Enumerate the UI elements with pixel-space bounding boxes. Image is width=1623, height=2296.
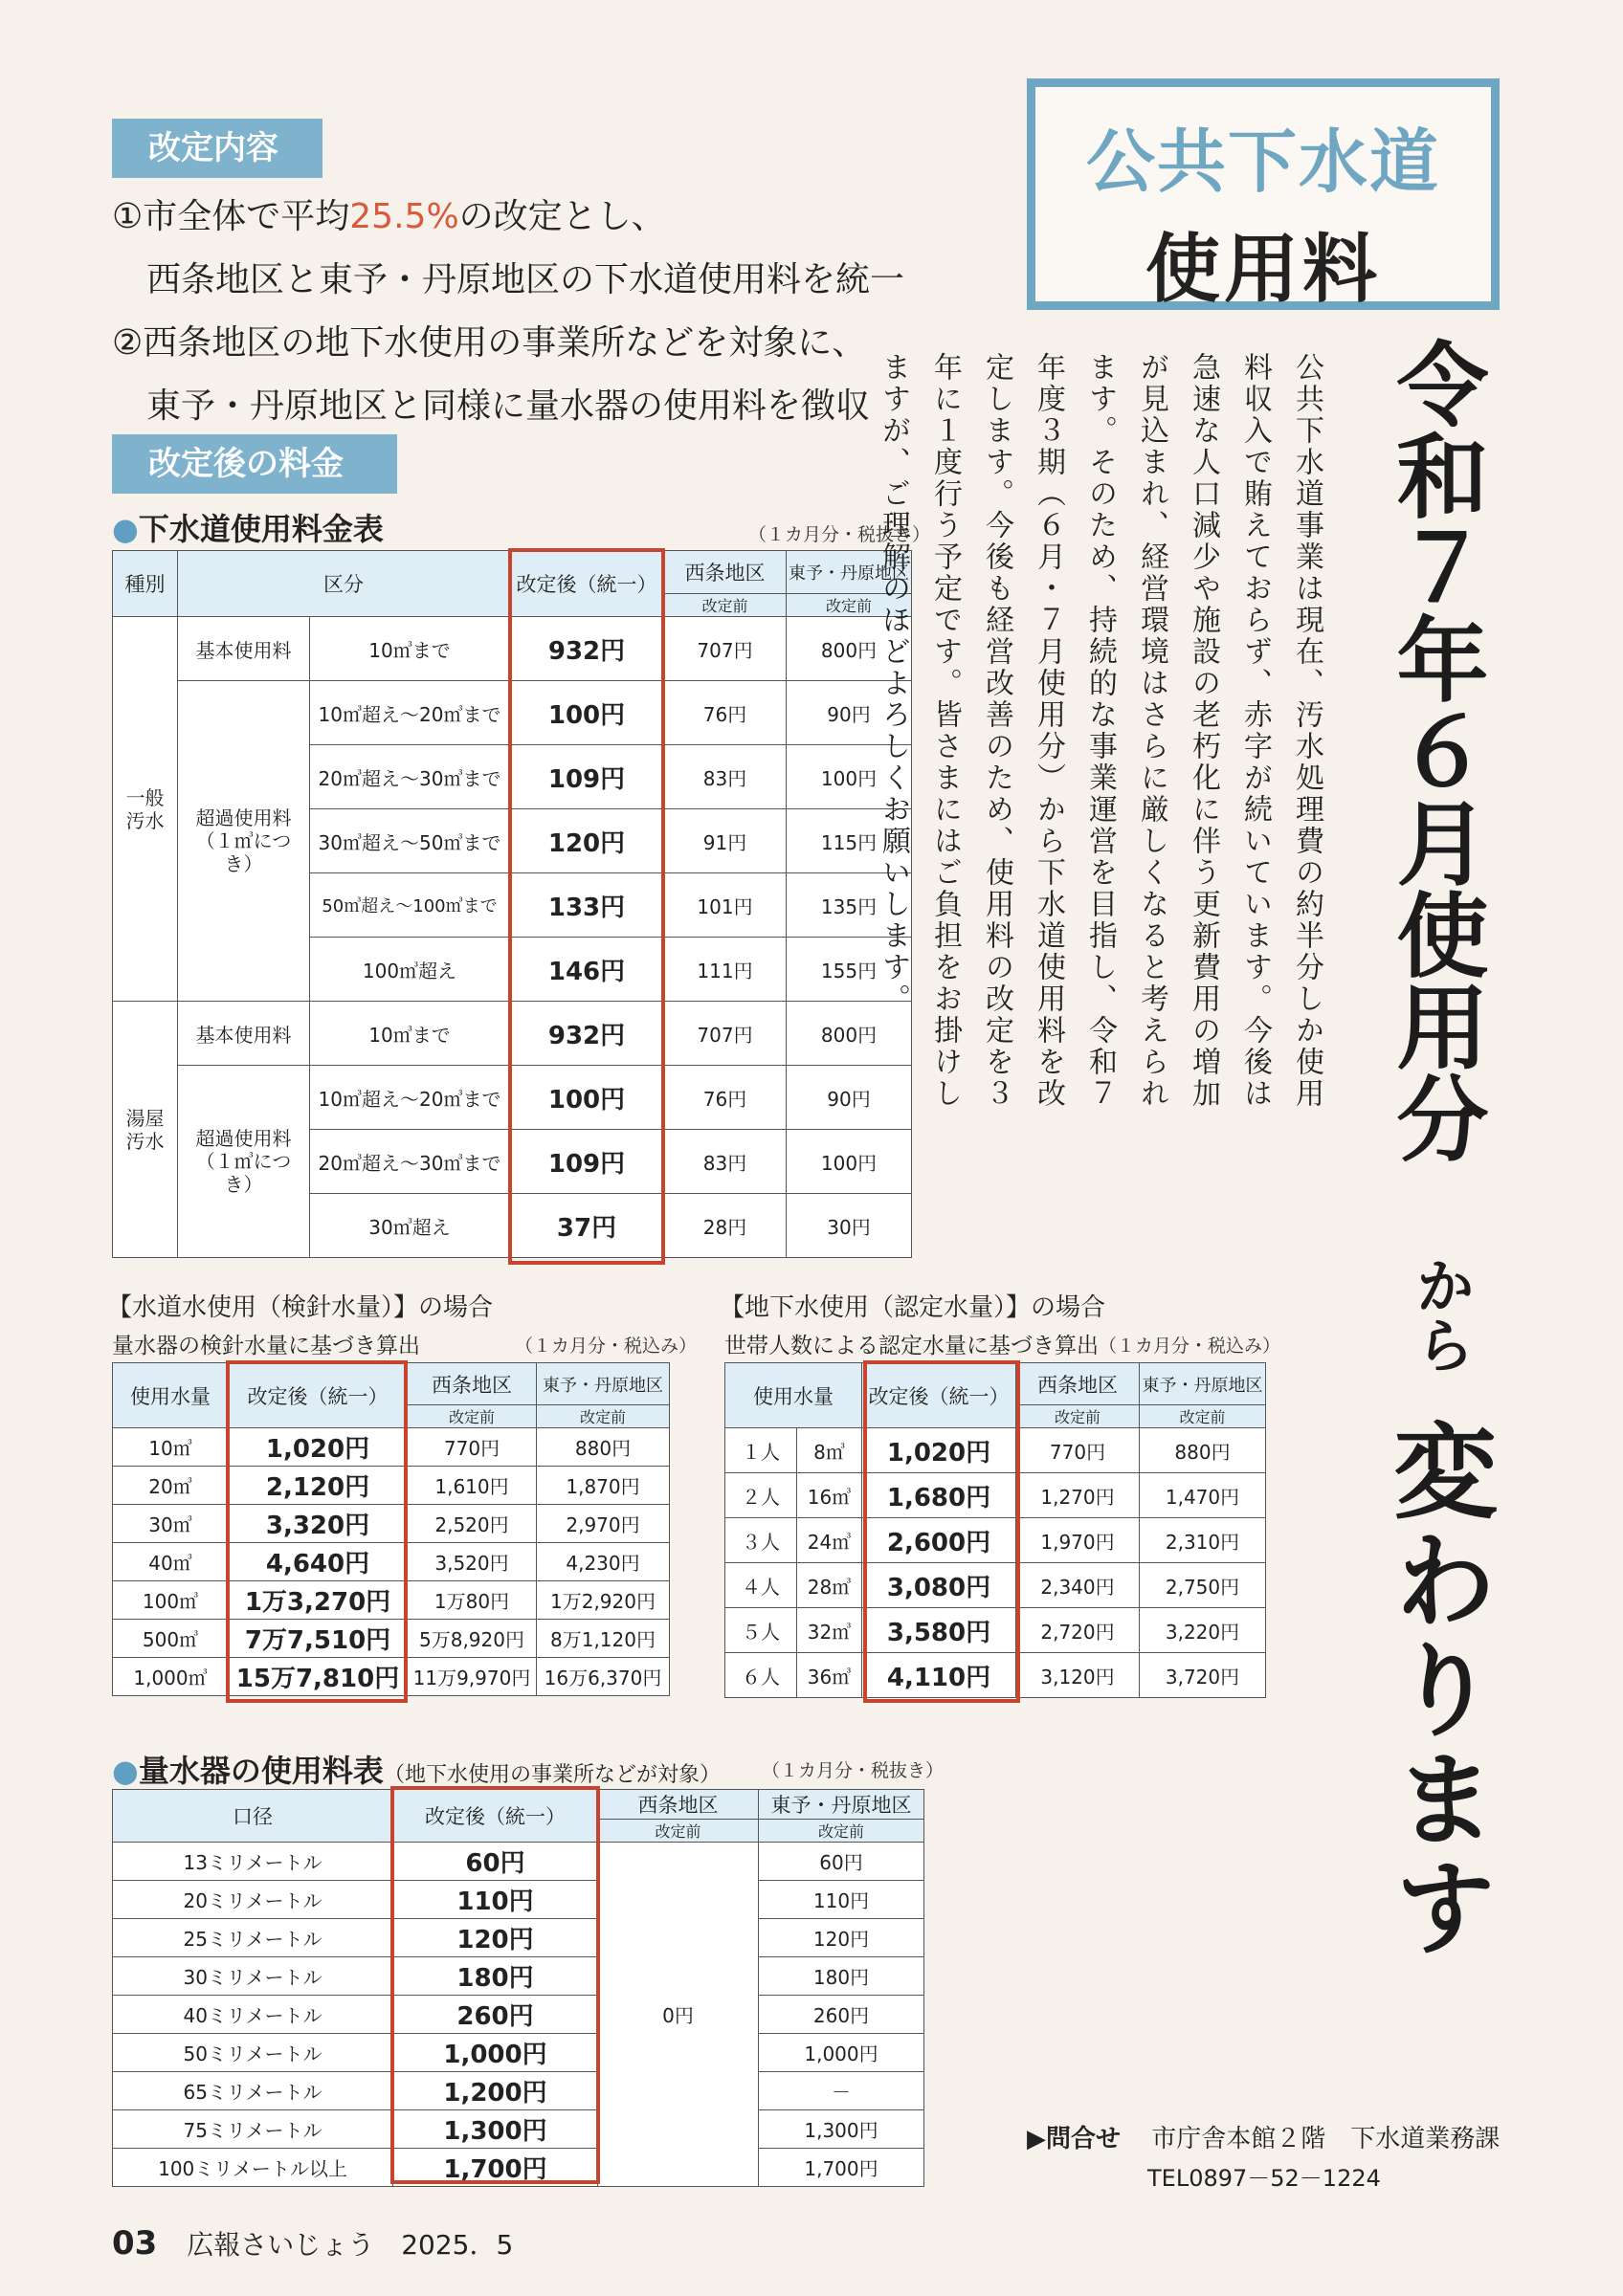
header-size: 口径	[113, 1790, 393, 1843]
saijo-fee-cell: 770円	[408, 1428, 537, 1467]
range-cell: 20㎥超え～30㎥まで	[310, 745, 510, 809]
ground-table-caption: 世帯人数による認定水量に基づき算出	[724, 1334, 1099, 1358]
toyo-fee-cell: 155円	[787, 938, 912, 1002]
size-cell: 40ミリメートル	[113, 1996, 393, 2034]
header-saijo: 西条地区	[1016, 1363, 1140, 1405]
saijo-fee-cell: 707円	[664, 617, 787, 681]
toyo-fee-cell: 30円	[787, 1194, 912, 1258]
saijo-fee-cell: 2,720円	[1016, 1608, 1140, 1653]
new-fee-cell: 932円	[510, 1002, 664, 1066]
group-general: 一般汚水	[113, 617, 178, 1002]
toyo-fee-cell: 1,000円	[759, 2034, 924, 2072]
size-cell: 30ミリメートル	[113, 1957, 393, 1996]
saijo-fee-cell: 3,120円	[1016, 1653, 1140, 1698]
bullet-dot-icon: ●	[112, 511, 139, 547]
new-fee-cell: 1,300円	[393, 2110, 598, 2149]
header-before: 改定前	[598, 1820, 759, 1843]
size-cell: 100ミリメートル以上	[113, 2149, 393, 2187]
volume-cell: 16㎥	[797, 1473, 862, 1518]
new-fee-cell: 180円	[393, 1957, 598, 1996]
toyo-fee-cell: 16万6,370円	[537, 1658, 670, 1696]
saijo-fee-cell: 1,610円	[408, 1467, 537, 1505]
header-new: 改定後（統一）	[229, 1363, 408, 1428]
header-usage: 使用水量	[113, 1363, 229, 1428]
header-new: 改定後（統一）	[510, 551, 664, 617]
size-cell: 20ミリメートル	[113, 1881, 393, 1919]
saijo-fee-cell: 101円	[664, 873, 787, 938]
header-before: 改定前	[537, 1405, 670, 1428]
new-fee-cell: 1,700円	[393, 2149, 598, 2187]
toyo-fee-cell: －	[759, 2072, 924, 2110]
range-cell: 100㎥超え	[310, 938, 510, 1002]
bullet-dot-icon: ●	[112, 1753, 139, 1789]
header-usage: 使用水量	[725, 1363, 862, 1428]
notice-item2-line1: ②西条地区の地下水使用の事業所などを対象に、	[112, 323, 867, 363]
new-fee-cell: 3,320円	[229, 1505, 408, 1543]
toyo-fee-cell: 880円	[537, 1428, 670, 1467]
range-cell: 30㎥超え～50㎥まで	[310, 809, 510, 873]
big-heading-end: 変わります	[1376, 1418, 1496, 1963]
volume-cell: 8㎥	[797, 1428, 862, 1473]
saijo-fee-cell: 76円	[664, 681, 787, 745]
volume-cell: 32㎥	[797, 1608, 862, 1653]
new-fee-cell: 15万7,810円	[229, 1658, 408, 1696]
header-before: 改定前	[1016, 1405, 1140, 1428]
notice-item1-line2: 西条地区と東予・丹原地区の下水道使用料を統一	[146, 260, 905, 299]
meter-table-title: ●量水器の使用料表（地下水使用の事業所などが対象）	[112, 1753, 721, 1789]
saijo-fee-cell: 11万9,970円	[408, 1658, 537, 1696]
title-line1: 公共下水道	[1085, 121, 1440, 202]
toyo-fee-cell: 100円	[787, 1130, 912, 1194]
saijo-fee-cell: 76円	[664, 1066, 787, 1130]
range-cell: 30㎥超え	[310, 1194, 510, 1258]
toyo-fee-cell: 800円	[787, 617, 912, 681]
meter-table-subtitle: （地下水使用の事業所などが対象）	[383, 1763, 721, 1787]
saijo-fee-cell: 83円	[664, 745, 787, 809]
toyo-fee-cell: 90円	[787, 1066, 912, 1130]
new-fee-cell: 3,080円	[862, 1563, 1016, 1608]
new-fee-cell: 60円	[393, 1843, 598, 1881]
header-type: 種別	[113, 551, 178, 617]
ground-table-unit: （１カ月分・税込み）	[1099, 1336, 1281, 1357]
contact-info	[1027, 2119, 1500, 2154]
header-toyo: 東予・丹原地区	[537, 1363, 670, 1405]
new-fee-cell: 1万3,270円	[229, 1581, 408, 1620]
volume-cell: 28㎥	[797, 1563, 862, 1608]
sewer-table-unit: （１カ月分・税抜き）	[748, 524, 931, 545]
saijo-fee-cell: 770円	[1016, 1428, 1140, 1473]
toyo-fee-cell: 3,220円	[1140, 1608, 1266, 1653]
people-cell: ６人	[725, 1653, 797, 1698]
header-before: 改定前	[1140, 1405, 1266, 1428]
title-box	[1027, 78, 1500, 313]
toyo-fee-cell: 60円	[759, 1843, 924, 1881]
basic-fee-label: 基本使用料	[178, 617, 310, 681]
toyo-fee-cell: 1,870円	[537, 1467, 670, 1505]
volume-cell: 36㎥	[797, 1653, 862, 1698]
big-heading-small-wrap	[1407, 1255, 1474, 1374]
basic-fee-label: 基本使用料	[178, 1002, 310, 1066]
range-cell: 10㎥超え～20㎥まで	[310, 1066, 510, 1130]
usage-cell: 10㎥	[113, 1428, 229, 1467]
sewer-fee-table	[112, 550, 912, 1258]
water-table-heading: 【水道水使用（検針水量）】の場合	[107, 1293, 494, 1322]
usage-cell: 20㎥	[113, 1467, 229, 1505]
toyo-fee-cell: 120円	[759, 1919, 924, 1957]
revision-notice	[112, 186, 904, 438]
size-cell: 75ミリメートル	[113, 2110, 393, 2149]
header-saijo: 西条地区	[408, 1363, 537, 1405]
big-heading-main: 令和７年６月使用分	[1382, 337, 1489, 1163]
new-fee-cell: 1,680円	[862, 1473, 1016, 1518]
header-division: 区分	[178, 551, 510, 617]
big-heading-end-wrap	[1368, 1418, 1502, 1963]
saijo-fee-cell: 2,520円	[408, 1505, 537, 1543]
new-fee-cell: 4,110円	[862, 1653, 1016, 1698]
title-line2: 使用料	[1145, 227, 1381, 313]
section-label-revision: 改定内容	[112, 119, 322, 178]
usage-cell: 40㎥	[113, 1543, 229, 1581]
new-fee-cell: 100円	[510, 1066, 664, 1130]
new-fee-cell: 120円	[510, 809, 664, 873]
usage-cell: 1,000㎥	[113, 1658, 229, 1696]
toyo-fee-cell: 2,970円	[537, 1505, 670, 1543]
toyo-fee-cell: 100円	[787, 745, 912, 809]
range-cell: 10㎥まで	[310, 617, 510, 681]
new-fee-cell: 4,640円	[229, 1543, 408, 1581]
toyo-fee-cell: 115円	[787, 809, 912, 873]
saijo-fee-cell: 111円	[664, 938, 787, 1002]
people-cell: １人	[725, 1428, 797, 1473]
header-toyo: 東予・丹原地区	[759, 1790, 924, 1820]
body-paragraph: 公共下水道事業は現在、汚水処理費の約半分しか使用料収入で賄えておらず、赤字が続いています。今後は急速な人口減少や施設の老朽化に伴う更新費用の増加が見込まれ、経営環境はさらに厳しくなると考えられます。そのため、持続的な事業運営を目指し、令和７年度３期（６月・７月使用分）から下水道使用料を改定します。今後も経営改善のため、使用料の改定を３年に１度行う予定です。皆さまにはご負担をお掛けしますが、ご理解のほどよろしくお願いします。	[877, 352, 1323, 1110]
footer	[112, 2224, 513, 2263]
new-fee-cell: 109円	[510, 745, 664, 809]
notice-item1-line1: ①市全体で平均25.5%の改定とし、	[112, 197, 666, 236]
people-cell: ５人	[725, 1608, 797, 1653]
water-fee-table	[112, 1362, 670, 1696]
page-number: 03	[112, 2224, 158, 2263]
toyo-fee-cell: 3,720円	[1140, 1653, 1266, 1698]
excess-fee-label: 超過使用料（１㎥につき）	[178, 681, 310, 1002]
new-fee-cell: 7万7,510円	[229, 1620, 408, 1658]
toyo-fee-cell: 880円	[1140, 1428, 1266, 1473]
new-fee-cell: 110円	[393, 1881, 598, 1919]
saijo-fee-cell: 5万8,920円	[408, 1620, 537, 1658]
new-fee-cell: 260円	[393, 1996, 598, 2034]
range-cell: 20㎥超え～30㎥まで	[310, 1130, 510, 1194]
usage-cell: 30㎥	[113, 1505, 229, 1543]
new-fee-cell: 120円	[393, 1919, 598, 1957]
header-new: 改定後（統一）	[393, 1790, 598, 1843]
meter-fee-table	[112, 1789, 924, 2187]
toyo-fee-cell: 180円	[759, 1957, 924, 1996]
section-label-new-fees: 改定後の料金	[112, 434, 397, 494]
toyo-fee-cell: 1,470円	[1140, 1473, 1266, 1518]
average-percentage: 25.5%	[349, 197, 459, 236]
ground-table-heading: 【地下水使用（認定水量）】の場合	[720, 1293, 1106, 1322]
usage-cell: 100㎥	[113, 1581, 229, 1620]
toyo-fee-cell: 260円	[759, 1996, 924, 2034]
new-fee-cell: 37円	[510, 1194, 664, 1258]
toyo-fee-cell: 110円	[759, 1881, 924, 1919]
header-saijo: 西条地区	[664, 551, 787, 594]
toyo-fee-cell: 800円	[787, 1002, 912, 1066]
contact-label: ▶問合せ	[1027, 2125, 1121, 2153]
new-fee-cell: 932円	[510, 617, 664, 681]
size-cell: 25ミリメートル	[113, 1919, 393, 1957]
header-saijo: 西条地区	[598, 1790, 759, 1820]
saijo-fee-cell: 91円	[664, 809, 787, 873]
saijo-fee-cell: 0円	[598, 1843, 759, 2187]
header-before: 改定前	[759, 1820, 924, 1843]
meter-table-unit: （１カ月分・税抜き）	[762, 1760, 945, 1781]
saijo-fee-cell: 707円	[664, 1002, 787, 1066]
toyo-fee-cell: 1万2,920円	[537, 1581, 670, 1620]
big-heading	[1378, 337, 1493, 1163]
volume-cell: 24㎥	[797, 1518, 862, 1563]
header-new: 改定後（統一）	[862, 1363, 1016, 1428]
toyo-fee-cell: 1,300円	[759, 2110, 924, 2149]
new-fee-cell: 1,000円	[393, 2034, 598, 2072]
publication-name: 広報さいじょう 2025．5	[187, 2229, 514, 2261]
toyo-fee-cell: 4,230円	[537, 1543, 670, 1581]
group-bathhouse: 湯屋汚水	[113, 1002, 178, 1258]
saijo-fee-cell: 3,520円	[408, 1543, 537, 1581]
new-fee-cell: 100円	[510, 681, 664, 745]
saijo-fee-cell: 1,970円	[1016, 1518, 1140, 1563]
toyo-fee-cell: 135円	[787, 873, 912, 938]
new-fee-cell: 109円	[510, 1130, 664, 1194]
contact-tel: TEL0897－52－1224	[1147, 2165, 1381, 2192]
header-before: 改定前	[408, 1405, 537, 1428]
water-table-unit: （１カ月分・税込み）	[515, 1336, 698, 1357]
toyo-fee-cell: 2,310円	[1140, 1518, 1266, 1563]
toyo-fee-cell: 2,750円	[1140, 1563, 1266, 1608]
saijo-fee-cell: 1万80円	[408, 1581, 537, 1620]
sewer-table-title: ●下水道使用料金表	[112, 511, 384, 547]
size-cell: 50ミリメートル	[113, 2034, 393, 2072]
notice-item2-line2: 東予・丹原地区と同様に量水器の使用料を徴収	[146, 386, 871, 426]
header-before: 改定前	[664, 594, 787, 617]
toyo-fee-cell: 90円	[787, 681, 912, 745]
excess-fee-label: 超過使用料（１㎥につき）	[178, 1066, 310, 1258]
people-cell: ４人	[725, 1563, 797, 1608]
groundwater-fee-table	[724, 1362, 1266, 1698]
water-table-caption: 量水器の検針水量に基づき算出	[112, 1334, 420, 1358]
usage-cell: 500㎥	[113, 1620, 229, 1658]
new-fee-cell: 2,600円	[862, 1518, 1016, 1563]
toyo-fee-cell: 1,700円	[759, 2149, 924, 2187]
new-fee-cell: 133円	[510, 873, 664, 938]
saijo-fee-cell: 2,340円	[1016, 1563, 1140, 1608]
saijo-fee-cell: 83円	[664, 1130, 787, 1194]
header-before: 改定前	[787, 594, 912, 617]
range-cell: 10㎥まで	[310, 1002, 510, 1066]
saijo-fee-cell: 28円	[664, 1194, 787, 1258]
new-fee-cell: 2,120円	[229, 1467, 408, 1505]
new-fee-cell: 1,020円	[229, 1428, 408, 1467]
header-toyo: 東予・丹原地区	[787, 551, 912, 594]
new-fee-cell: 146円	[510, 938, 664, 1002]
size-cell: 13ミリメートル	[113, 1843, 393, 1881]
header-toyo: 東予・丹原地区	[1140, 1363, 1266, 1405]
range-cell: 50㎥超え～100㎥まで	[310, 873, 510, 938]
contact-place: 市庁舎本館２階 下水道業務課	[1151, 2125, 1501, 2153]
big-heading-small: から	[1406, 1255, 1476, 1374]
new-fee-cell: 3,580円	[862, 1608, 1016, 1653]
new-fee-cell: 1,200円	[393, 2072, 598, 2110]
size-cell: 65ミリメートル	[113, 2072, 393, 2110]
saijo-fee-cell: 1,270円	[1016, 1473, 1140, 1518]
toyo-fee-cell: 8万1,120円	[537, 1620, 670, 1658]
people-cell: ２人	[725, 1473, 797, 1518]
range-cell: 10㎥超え～20㎥まで	[310, 681, 510, 745]
new-fee-cell: 1,020円	[862, 1428, 1016, 1473]
people-cell: ３人	[725, 1518, 797, 1563]
